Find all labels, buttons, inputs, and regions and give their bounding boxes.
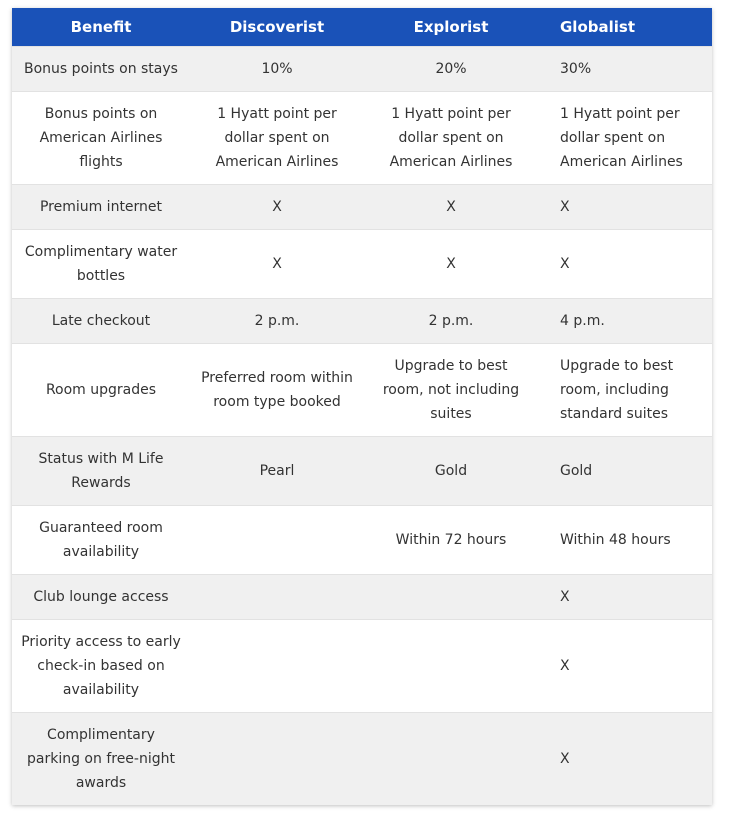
explorist-cell: Upgrade to best room, not including suites [364, 344, 538, 437]
hyatt-benefits-table [12, 8, 712, 805]
table-row [12, 620, 712, 713]
discoverist-cell: X [190, 230, 364, 299]
discoverist-cell [190, 575, 364, 620]
benefit-cell: Complimentary water bottles [12, 230, 190, 299]
table-row [12, 575, 712, 620]
benefit-cell: Room upgrades [12, 344, 190, 437]
table-row [12, 47, 712, 92]
globalist-cell: X [538, 620, 712, 713]
globalist-cell: 4 p.m. [538, 299, 712, 344]
globalist-cell: 30% [538, 47, 712, 92]
explorist-cell: 20% [364, 47, 538, 92]
explorist-cell: Gold [364, 437, 538, 506]
table-row [12, 437, 712, 506]
benefit-cell: Complimentary parking on free-night awards [12, 713, 190, 806]
explorist-cell [364, 575, 538, 620]
benefit-cell: Guaranteed room availability [12, 506, 190, 575]
globalist-cell: X [538, 575, 712, 620]
discoverist-cell: Pearl [190, 437, 364, 506]
discoverist-cell: 1 Hyatt point per dollar spent on American Airlines [190, 92, 364, 185]
benefit-cell: Premium internet [12, 185, 190, 230]
table-row [12, 299, 712, 344]
table-body [12, 47, 712, 806]
discoverist-cell [190, 620, 364, 713]
header-row [12, 8, 712, 47]
table-row [12, 344, 712, 437]
globalist-cell: Gold [538, 437, 712, 506]
discoverist-cell [190, 506, 364, 575]
table-row [12, 92, 712, 185]
benefits-table-card [12, 8, 712, 805]
benefit-cell: Club lounge access [12, 575, 190, 620]
header-explorist: Explorist [364, 8, 538, 47]
table-row [12, 185, 712, 230]
explorist-cell: Within 72 hours [364, 506, 538, 575]
globalist-cell: X [538, 713, 712, 806]
header-discoverist: Discoverist [190, 8, 364, 47]
header-globalist: Globalist [538, 8, 712, 47]
table-header [12, 8, 712, 47]
benefit-cell: Bonus points on stays [12, 47, 190, 92]
table-row [12, 713, 712, 806]
benefit-cell: Bonus points on American Airlines flights [12, 92, 190, 185]
table-row [12, 506, 712, 575]
globalist-cell: X [538, 230, 712, 299]
globalist-cell: 1 Hyatt point per dollar spent on American Airlines [538, 92, 712, 185]
benefit-cell: Priority access to early check-in based on availability [12, 620, 190, 713]
discoverist-cell: X [190, 185, 364, 230]
benefit-cell: Status with M Life Rewards [12, 437, 190, 506]
explorist-cell [364, 713, 538, 806]
explorist-cell: X [364, 185, 538, 230]
discoverist-cell: 10% [190, 47, 364, 92]
globalist-cell: Upgrade to best room, including standard suites [538, 344, 712, 437]
explorist-cell [364, 620, 538, 713]
discoverist-cell [190, 713, 364, 806]
discoverist-cell: 2 p.m. [190, 299, 364, 344]
globalist-cell: Within 48 hours [538, 506, 712, 575]
globalist-cell: X [538, 185, 712, 230]
explorist-cell: 2 p.m. [364, 299, 538, 344]
header-benefit: Benefit [12, 8, 190, 47]
discoverist-cell: Preferred room within room type booked [190, 344, 364, 437]
explorist-cell: 1 Hyatt point per dollar spent on American Airlines [364, 92, 538, 185]
benefit-cell: Late checkout [12, 299, 190, 344]
table-row [12, 230, 712, 299]
explorist-cell: X [364, 230, 538, 299]
